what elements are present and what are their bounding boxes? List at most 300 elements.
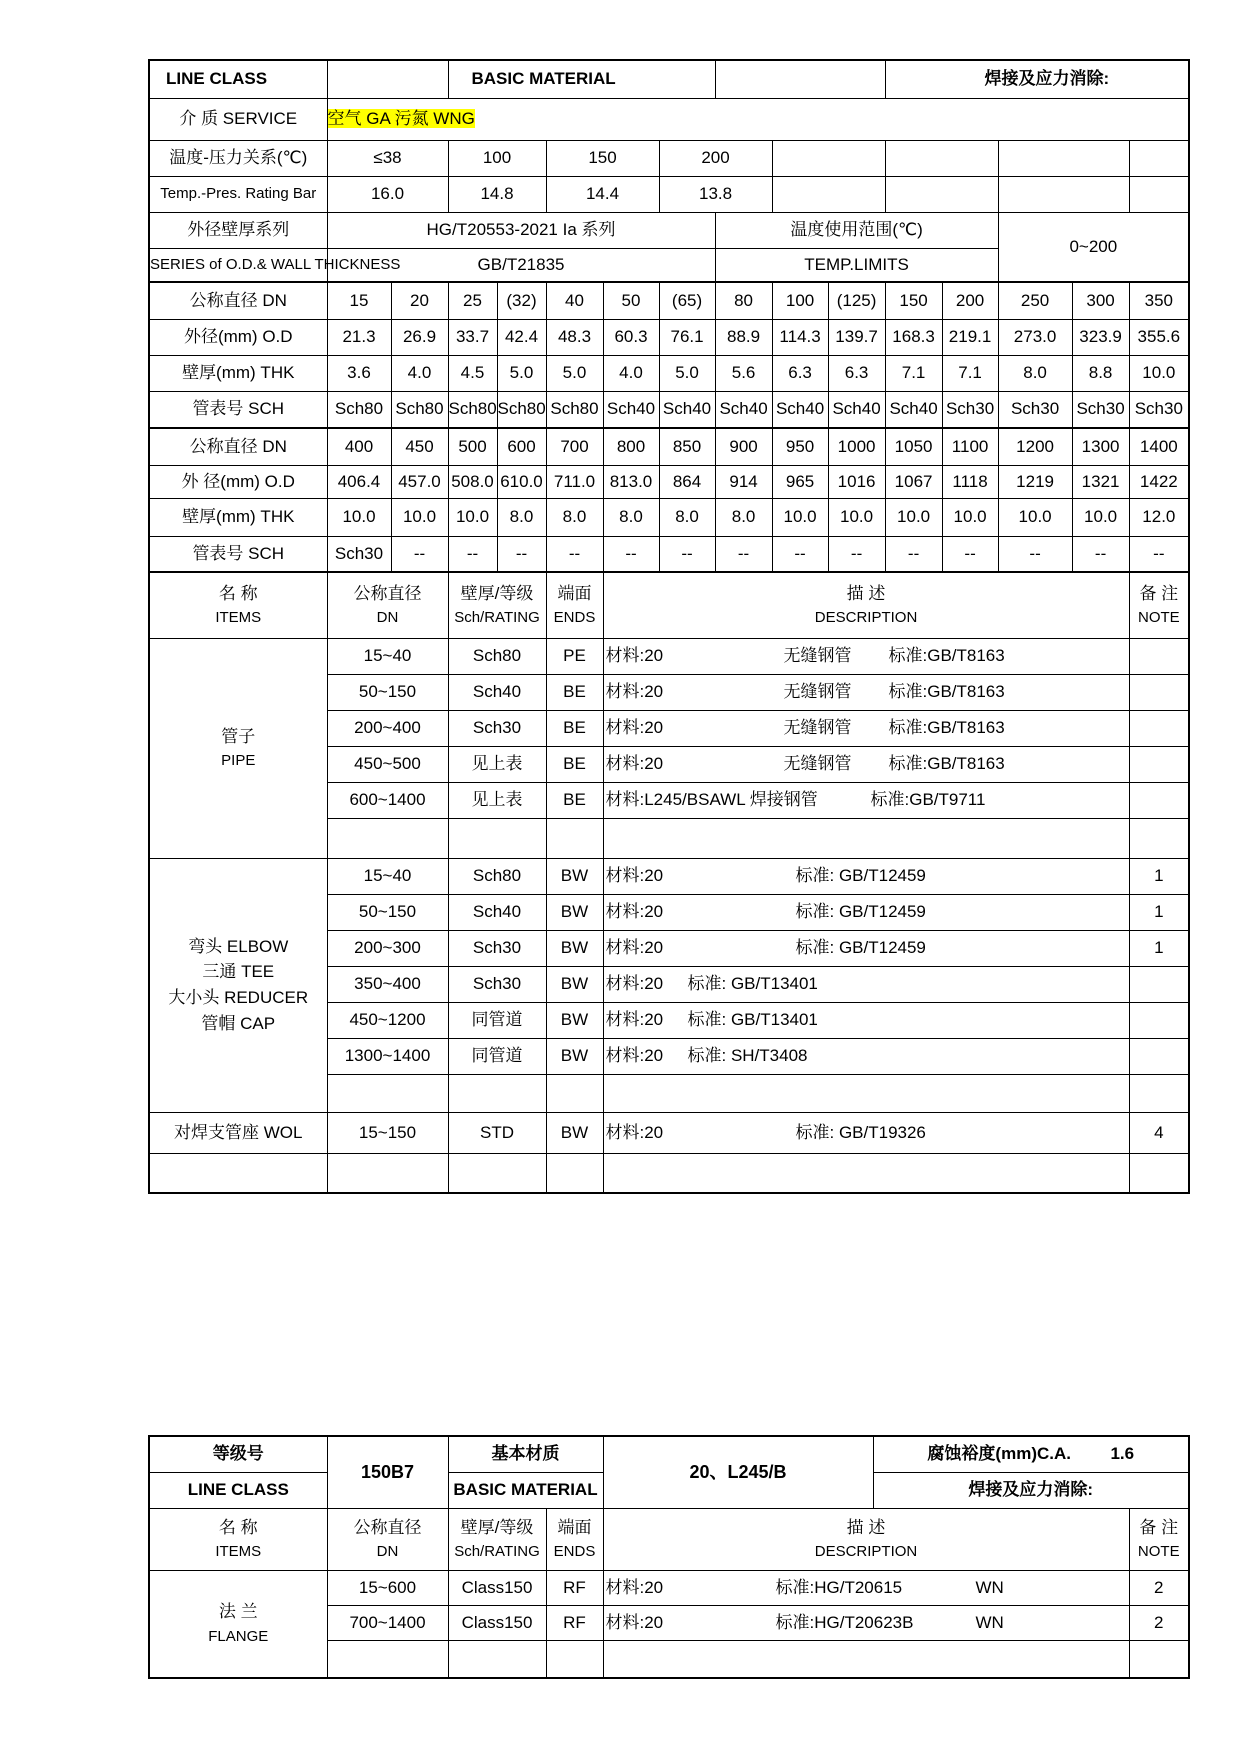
thk-cell: 8.8	[1072, 355, 1129, 391]
fitting-note	[1129, 1038, 1189, 1074]
pipe-material: 材料:L245/BSAWL 焊接钢管	[605, 790, 818, 810]
od-cell: 21.3	[327, 319, 391, 355]
sch-row-2	[149, 536, 1189, 572]
temp-cell-empty	[998, 140, 1129, 176]
series-label-cn: 外径壁厚系列	[149, 212, 327, 248]
service-row	[149, 98, 1189, 140]
desc-header-cell: 描 述 DESCRIPTION	[603, 1508, 1129, 1570]
pipe-material: 材料:20	[605, 718, 664, 738]
pipe-standard: 标准:GB/T8163	[888, 754, 1005, 774]
fitting-note: 1	[1129, 858, 1189, 894]
dn-cell: 25	[448, 282, 497, 319]
ends-header-cell: 端面 ENDS	[546, 1508, 603, 1570]
flange-rating: Class150	[448, 1570, 546, 1605]
pipe-desc	[603, 710, 1129, 746]
fitting-material: 材料:20	[605, 938, 664, 958]
piping-class-table-1	[148, 59, 1190, 1194]
fitting-standard: 标准: GB/T12459	[795, 938, 926, 958]
temp-cell: 100	[448, 140, 546, 176]
flange-rating: Class150	[448, 1605, 546, 1640]
thk-cell: 7.1	[942, 355, 998, 391]
flange-group	[149, 1570, 1189, 1678]
sch-cell: Sch30	[327, 536, 391, 572]
fitting-ends: BW	[546, 858, 603, 894]
thk-cell: 10.0	[828, 498, 885, 536]
wol-ends: BW	[546, 1112, 603, 1153]
piping-class-sheet-2	[148, 1435, 1188, 1679]
dn-cell: (65)	[659, 282, 715, 319]
series-row-1	[149, 212, 1189, 248]
od-cell: 76.1	[659, 319, 715, 355]
fitting-dn: 50~150	[327, 894, 448, 930]
temp-pressure-label-cn: 温度-压力关系(℃)	[149, 140, 327, 176]
dn-cell: 300	[1072, 282, 1129, 319]
dn-header-cell: 公称直径 DN	[327, 1508, 448, 1570]
dn-cell: 250	[998, 282, 1072, 319]
header-row	[149, 60, 1189, 98]
pipe-group-label	[149, 638, 327, 858]
pipe-standard: 标准:GB/T9711	[870, 790, 986, 810]
line-class-label: LINE CLASS	[149, 60, 327, 98]
thk-cell: 8.0	[546, 498, 603, 536]
dn-cell: 600	[497, 428, 546, 465]
basic-material-value	[715, 60, 885, 98]
basic-material-label: BASIC MATERIAL	[448, 60, 715, 98]
dn-cell: 200	[942, 282, 998, 319]
dn-cell: 350	[1129, 282, 1189, 319]
thk-cell: 4.0	[603, 355, 659, 391]
fitting-group-label	[149, 858, 327, 1112]
pressure-cell: 14.8	[448, 176, 546, 212]
fitting-dn: 350~400	[327, 966, 448, 1002]
fitting-ends: BW	[546, 1002, 603, 1038]
od-cell: 219.1	[942, 319, 998, 355]
wol-dn: 15~150	[327, 1112, 448, 1153]
od-cell: 610.0	[497, 465, 546, 498]
thk-cell: 4.5	[448, 355, 497, 391]
od-cell: 406.4	[327, 465, 391, 498]
pressure-cell: 14.4	[546, 176, 659, 212]
pipe-dn: 450~500	[327, 746, 448, 782]
sch-cell: Sch30	[1129, 391, 1189, 428]
fitting-label-line: 弯头 ELBOW	[188, 936, 289, 956]
sch-cell: Sch80	[497, 391, 546, 428]
pressure-cell: 13.8	[659, 176, 772, 212]
flange-material: 材料:20	[605, 1577, 664, 1597]
fitting-rating: 同管道	[448, 1038, 546, 1074]
od-cell: 1321	[1072, 465, 1129, 498]
pipe-ends: PE	[546, 638, 603, 674]
sch-cell: Sch30	[998, 391, 1072, 428]
pipe-desc	[603, 674, 1129, 710]
temp-cell: 150	[546, 140, 659, 176]
dn-cell: 1000	[828, 428, 885, 465]
ca-value: 1.6	[1110, 1444, 1135, 1464]
pipe-rating: 见上表	[448, 782, 546, 818]
pipe-dn: 200~400	[327, 710, 448, 746]
fitting-label-line: 大小头 REDUCER	[168, 988, 309, 1007]
fitting-desc	[603, 930, 1129, 966]
wol-label: 对焊支管座 WOL	[149, 1112, 327, 1153]
fitting-material: 材料:20	[605, 902, 664, 922]
temp-cell-empty	[772, 140, 885, 176]
line-class-value	[327, 60, 448, 98]
sch-cell: --	[546, 536, 603, 572]
items-header-row	[149, 572, 1189, 638]
sch-cell: Sch40	[715, 391, 772, 428]
od-cell: 355.6	[1129, 319, 1189, 355]
dn-cell: (125)	[828, 282, 885, 319]
pipe-type: 无缝钢管	[783, 754, 852, 774]
dn-header-cell: 公称直径 DN	[327, 572, 448, 638]
basic-material-value: 20、L245/B	[603, 1436, 873, 1508]
thk-cell: 5.6	[715, 355, 772, 391]
sch-cell: Sch30	[942, 391, 998, 428]
thk-cell: 10.0	[391, 498, 448, 536]
desc-header-cell: 描 述 DESCRIPTION	[603, 572, 1129, 638]
line-class-value: 150B7	[327, 1436, 448, 1508]
pipe-type: 无缝钢管	[783, 682, 852, 702]
flange-note: 2	[1129, 1605, 1189, 1640]
sch-label: 管表号 SCH	[149, 391, 327, 428]
od-cell: 139.7	[828, 319, 885, 355]
fitting-label-line: 管帽 CAP	[201, 1013, 276, 1033]
pressure-cell-empty	[772, 176, 885, 212]
fitting-ends: BW	[546, 894, 603, 930]
pipe-row	[149, 638, 1189, 674]
thk-label: 壁厚(mm) THK	[149, 355, 327, 391]
fitting-ends: BW	[546, 966, 603, 1002]
fitting-desc	[603, 1002, 1129, 1038]
series-label-en: SERIES of O.D.& WALL THICKNESS	[149, 248, 327, 282]
flange-row	[149, 1570, 1189, 1605]
fitting-note	[1129, 966, 1189, 1002]
dn-cell: 100	[772, 282, 828, 319]
fitting-rating: Sch40	[448, 894, 546, 930]
pipe-rating: Sch40	[448, 674, 546, 710]
pipe-standard: 标准:GB/T8163	[888, 646, 1005, 666]
dn-cell: 500	[448, 428, 497, 465]
od-cell: 1219	[998, 465, 1072, 498]
fitting-dn: 450~1200	[327, 1002, 448, 1038]
thk-cell: 8.0	[998, 355, 1072, 391]
temp-row	[149, 140, 1189, 176]
od-cell: 26.9	[391, 319, 448, 355]
sch-cell: --	[391, 536, 448, 572]
flange-material: 材料:20	[605, 1612, 664, 1632]
empty-row	[149, 1153, 1189, 1193]
od-row-2	[149, 465, 1189, 498]
od-cell: 914	[715, 465, 772, 498]
od-cell: 60.3	[603, 319, 659, 355]
sch-cell: Sch80	[546, 391, 603, 428]
sch-cell: Sch80	[327, 391, 391, 428]
pipe-dn: 50~150	[327, 674, 448, 710]
od-cell: 508.0	[448, 465, 497, 498]
dn-cell: 50	[603, 282, 659, 319]
dn-cell: 400	[327, 428, 391, 465]
temp-range-label-en: TEMP.LIMITS	[715, 248, 998, 282]
pipe-label-en: PIPE	[221, 752, 256, 770]
pipe-material: 材料:20	[605, 682, 664, 702]
thk-cell: 5.0	[546, 355, 603, 391]
fitting-label-line: 三通 TEE	[202, 962, 275, 982]
pipe-note	[1129, 710, 1189, 746]
pipe-material: 材料:20	[605, 754, 664, 774]
flange-standard: 标准:HG/T20615	[775, 1577, 903, 1597]
dn-cell: 450	[391, 428, 448, 465]
od-cell: 1422	[1129, 465, 1189, 498]
grade-label-cn: 等级号	[149, 1436, 327, 1472]
dn-cell: 800	[603, 428, 659, 465]
dn-label: 公称直径 DN	[149, 282, 327, 319]
thk-cell: 7.1	[885, 355, 942, 391]
od-cell: 864	[659, 465, 715, 498]
sch-cell: Sch30	[1072, 391, 1129, 428]
od-cell: 965	[772, 465, 828, 498]
dn-cell: 700	[546, 428, 603, 465]
note-header-cell: 备 注 NOTE	[1129, 1508, 1189, 1570]
dn-cell: 15	[327, 282, 391, 319]
dn-cell: 1300	[1072, 428, 1129, 465]
pipe-desc	[603, 638, 1129, 674]
fitting-standard: 标准: GB/T12459	[795, 902, 926, 922]
flange-desc	[603, 1605, 1129, 1640]
sch-cell: Sch40	[885, 391, 942, 428]
pipe-ends: BE	[546, 782, 603, 818]
sch-cell: Sch40	[828, 391, 885, 428]
thk-cell: 10.0	[1129, 355, 1189, 391]
thk-cell: 10.0	[998, 498, 1072, 536]
pipe-rating: 见上表	[448, 746, 546, 782]
fitting-standard: 标准: GB/T13401	[687, 1010, 818, 1030]
fitting-rating: 同管道	[448, 1002, 546, 1038]
pipe-dn: 600~1400	[327, 782, 448, 818]
header-row-2a	[149, 1436, 1189, 1472]
thk-cell: 10.0	[448, 498, 497, 536]
dn-cell: 1100	[942, 428, 998, 465]
flange-dn: 700~1400	[327, 1605, 448, 1640]
dn-cell: 1400	[1129, 428, 1189, 465]
pipe-type: 无缝钢管	[783, 646, 852, 666]
sch-label: 管表号 SCH	[149, 536, 327, 572]
fitting-material: 材料:20	[605, 866, 664, 886]
fitting-rating: Sch80	[448, 858, 546, 894]
thk-cell: 3.6	[327, 355, 391, 391]
dn-cell: 40	[546, 282, 603, 319]
series-std-1: HG/T20553-2021 Ia 系列	[327, 212, 715, 248]
fitting-ends: BW	[546, 1038, 603, 1074]
pipe-standard: 标准:GB/T8163	[888, 718, 1005, 738]
pipe-desc	[603, 746, 1129, 782]
ca-cell	[873, 1436, 1189, 1472]
flange-label-cn: 法 兰	[218, 1602, 258, 1622]
pressure-cell: 16.0	[327, 176, 448, 212]
od-label: 外 径(mm) O.D	[149, 465, 327, 498]
piping-class-sheet-1	[148, 59, 1188, 1194]
pressure-cell-empty	[885, 176, 998, 212]
pipe-rating: Sch80	[448, 638, 546, 674]
thk-cell: 10.0	[772, 498, 828, 536]
flange-note: 2	[1129, 1570, 1189, 1605]
od-cell: 168.3	[885, 319, 942, 355]
fitting-ends: BW	[546, 930, 603, 966]
thk-cell: 8.0	[497, 498, 546, 536]
fitting-group	[149, 858, 1189, 1112]
temp-cell-empty	[885, 140, 998, 176]
sch-cell: --	[1129, 536, 1189, 572]
od-cell: 457.0	[391, 465, 448, 498]
dn-cell: 1050	[885, 428, 942, 465]
dn-label: 公称直径 DN	[149, 428, 327, 465]
od-cell: 114.3	[772, 319, 828, 355]
od-cell: 1016	[828, 465, 885, 498]
fitting-desc	[603, 966, 1129, 1002]
fitting-material: 材料:20	[605, 1046, 664, 1066]
od-cell: 88.9	[715, 319, 772, 355]
basic-material-label-cn: 基本材质	[448, 1436, 603, 1472]
thk-cell: 8.0	[715, 498, 772, 536]
thk-cell: 10.0	[885, 498, 942, 536]
pipe-group	[149, 638, 1189, 858]
pipe-note	[1129, 674, 1189, 710]
dn-row-1	[149, 282, 1189, 319]
temp-cell: 200	[659, 140, 772, 176]
od-cell: 1067	[885, 465, 942, 498]
pipe-ends: BE	[546, 746, 603, 782]
fitting-dn: 1300~1400	[327, 1038, 448, 1074]
od-cell: 323.9	[1072, 319, 1129, 355]
sch-row-1	[149, 391, 1189, 428]
wol-desc	[603, 1112, 1129, 1153]
sch-cell: --	[603, 536, 659, 572]
od-cell: 273.0	[998, 319, 1072, 355]
sch-cell: --	[448, 536, 497, 572]
fitting-desc	[603, 1038, 1129, 1074]
sch-cell: Sch80	[391, 391, 448, 428]
fitting-standard: 标准: SH/T3408	[687, 1046, 808, 1066]
dn-cell: (32)	[497, 282, 546, 319]
dn-cell: 150	[885, 282, 942, 319]
pressure-cell-empty	[1129, 176, 1189, 212]
pipe-standard: 标准:GB/T8163	[888, 682, 1005, 702]
series-std-2: GB/T21835	[327, 248, 715, 282]
sch-cell: Sch40	[772, 391, 828, 428]
flange-type: WN	[975, 1612, 1004, 1632]
od-row-1	[149, 319, 1189, 355]
sch-cell: --	[885, 536, 942, 572]
temp-range-label-cn: 温度使用范围(℃)	[715, 212, 998, 248]
items-header-cell: 名 称 ITEMS	[149, 572, 327, 638]
thk-cell: 5.0	[659, 355, 715, 391]
pressure-row	[149, 176, 1189, 212]
pipe-note	[1129, 782, 1189, 818]
flange-ends: RF	[546, 1605, 603, 1640]
pipe-material: 材料:20	[605, 646, 664, 666]
fitting-dn: 15~40	[327, 858, 448, 894]
od-cell: 813.0	[603, 465, 659, 498]
thk-cell: 10.0	[942, 498, 998, 536]
line-class-label: LINE CLASS	[149, 1472, 327, 1508]
thk-cell: 8.0	[659, 498, 715, 536]
dn-cell: 850	[659, 428, 715, 465]
od-cell: 1118	[942, 465, 998, 498]
flange-ends: RF	[546, 1570, 603, 1605]
ends-header-cell: 端面 ENDS	[546, 572, 603, 638]
fitting-note	[1129, 1002, 1189, 1038]
dn-row-2	[149, 428, 1189, 465]
sch-cell: --	[497, 536, 546, 572]
flange-label-en: FLANGE	[208, 1627, 269, 1645]
temp-range-value: 0~200	[998, 212, 1189, 282]
pipe-note	[1129, 638, 1189, 674]
fitting-note: 1	[1129, 894, 1189, 930]
dn-cell: 20	[391, 282, 448, 319]
flange-dn: 15~600	[327, 1570, 448, 1605]
rating-header-cell: 壁厚/等级 Sch/RATING	[448, 572, 546, 638]
thk-row-2	[149, 498, 1189, 536]
od-cell: 48.3	[546, 319, 603, 355]
pipe-label-cn: 管子	[221, 726, 256, 746]
thk-cell: 10.0	[327, 498, 391, 536]
fitting-desc	[603, 894, 1129, 930]
sch-cell: --	[659, 536, 715, 572]
dn-cell: 80	[715, 282, 772, 319]
pipe-type: 无缝钢管	[783, 718, 852, 738]
flange-standard: 标准:HG/T20623B	[775, 1612, 914, 1632]
wol-standard: 标准: GB/T19326	[795, 1122, 926, 1142]
od-cell: 33.7	[448, 319, 497, 355]
pipe-ends: BE	[546, 710, 603, 746]
thk-row-1	[149, 355, 1189, 391]
od-cell: 711.0	[546, 465, 603, 498]
sch-cell: --	[942, 536, 998, 572]
od-label: 外径(mm) O.D	[149, 319, 327, 355]
service-value: 空气 GA 污氮 WNG	[327, 109, 475, 129]
fitting-material: 材料:20	[605, 1010, 664, 1030]
pipe-note	[1129, 746, 1189, 782]
sch-cell: Sch40	[603, 391, 659, 428]
flange-type: WN	[975, 1577, 1004, 1597]
items-header-row-2	[149, 1508, 1189, 1570]
thk-label: 壁厚(mm) THK	[149, 498, 327, 536]
sch-cell: --	[828, 536, 885, 572]
thk-cell: 10.0	[1072, 498, 1129, 536]
fitting-standard: 标准: GB/T13401	[687, 974, 818, 994]
wol-note: 4	[1129, 1112, 1189, 1153]
service-value-cell	[327, 98, 1189, 140]
fitting-standard: 标准: GB/T12459	[795, 866, 926, 886]
temp-pressure-label-en: Temp.-Pres. Rating Bar	[149, 176, 327, 212]
dn-cell: 1200	[998, 428, 1072, 465]
pwht-label: 焊接及应力消除:	[873, 1472, 1189, 1508]
thk-cell: 8.0	[603, 498, 659, 536]
fitting-note: 1	[1129, 930, 1189, 966]
wol-rating: STD	[448, 1112, 546, 1153]
pressure-cell-empty	[998, 176, 1129, 212]
fitting-dn: 200~300	[327, 930, 448, 966]
sch-cell: --	[772, 536, 828, 572]
thk-cell: 6.3	[772, 355, 828, 391]
thk-cell: 6.3	[828, 355, 885, 391]
ca-label: 腐蚀裕度(mm)C.A.	[927, 1444, 1071, 1464]
fitting-rating: Sch30	[448, 930, 546, 966]
fitting-desc	[603, 858, 1129, 894]
pipe-rating: Sch30	[448, 710, 546, 746]
sch-cell: --	[715, 536, 772, 572]
fitting-row	[149, 858, 1189, 894]
items-header-cell: 名 称 ITEMS	[149, 1508, 327, 1570]
